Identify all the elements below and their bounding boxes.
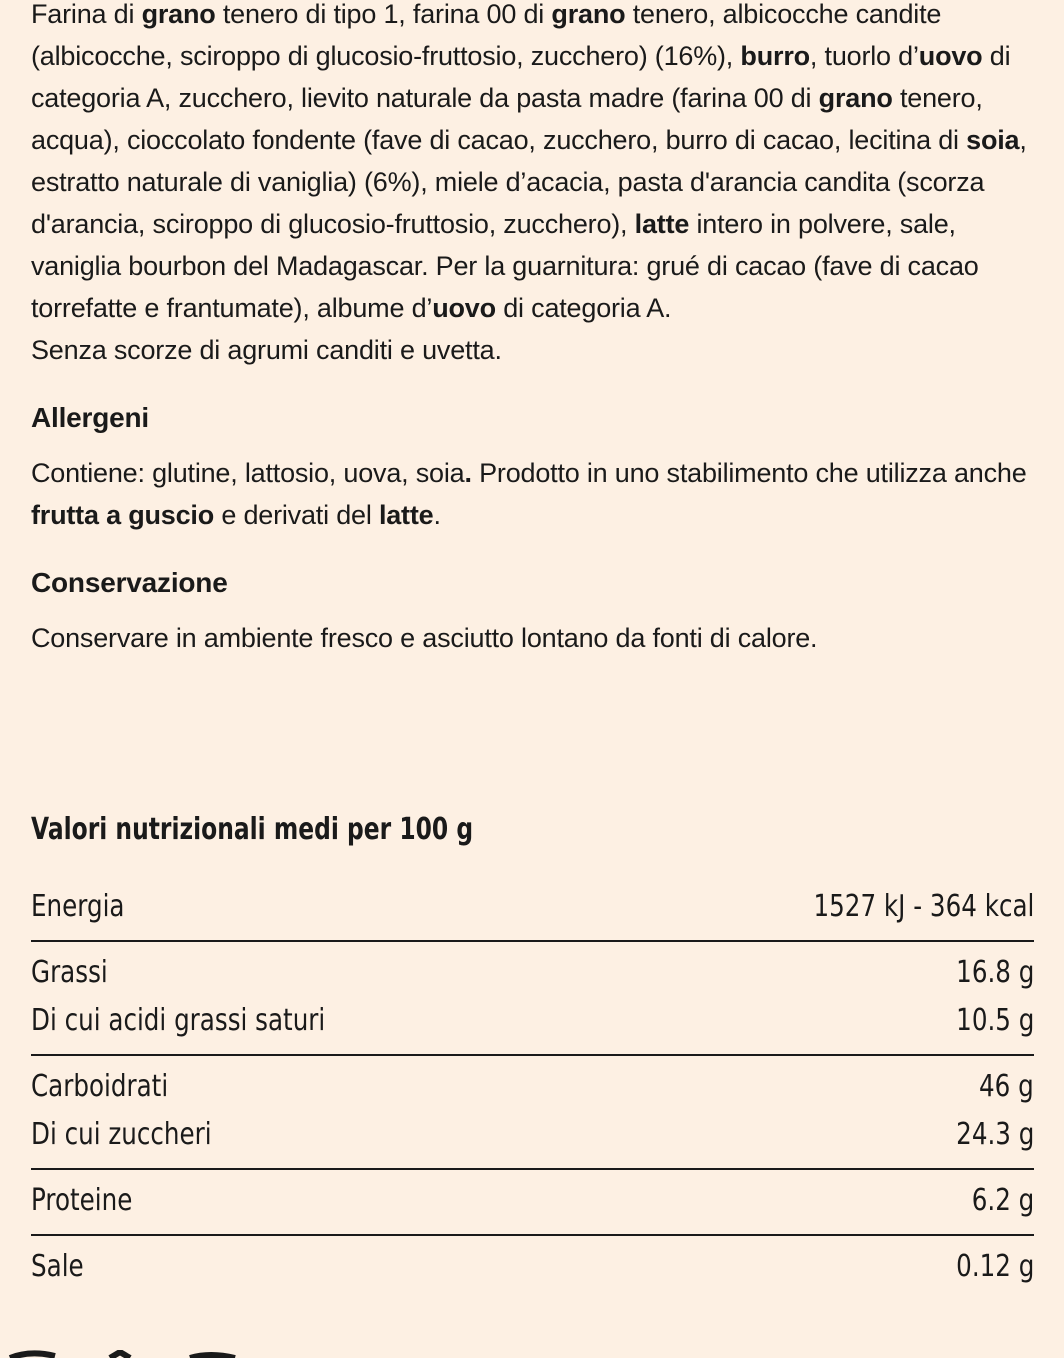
allergen-highlight: grano	[141, 0, 216, 29]
text-segment: Contiene: glutine, lattosio, uova, soia	[31, 458, 465, 488]
text-segment: tenero di tipo 1, farina 00 di	[215, 0, 552, 29]
storage-text: Conservare in ambiente fresco e asciutto lontano da fonti di calore.	[31, 623, 818, 653]
text-segment: di categoria A.	[495, 293, 672, 323]
nutrient-value: 24.3 g	[955, 1116, 1034, 1152]
nutrient-label: Proteine	[31, 1182, 133, 1218]
nutrition-group	[31, 882, 1034, 942]
allergen-highlight: grano	[818, 83, 893, 113]
nutrient-value: 0.12 g	[955, 1248, 1034, 1284]
text-segment: tenero, albicocche candite (albicocche, sciroppo di glucosio-fruttosio, zucchero) (16%),	[31, 0, 942, 71]
text-segment: Farina di	[31, 0, 142, 29]
allergens-text	[31, 452, 1034, 536]
logo-partial-icon	[0, 1350, 280, 1358]
nutrient-label: Di cui acidi grassi saturi	[31, 1002, 326, 1038]
nutrition-row	[31, 1242, 1034, 1290]
nutrition-group	[31, 942, 1034, 1056]
text-segment: intero in polvere, sale, vaniglia bourbon del Madagascar. Per la guarnitura: grué di cacao (fave di cacao torrefatte e frantumate), albume d’	[31, 209, 979, 323]
nutrient-label: Di cui zuccheri	[31, 1116, 212, 1152]
nutrient-label: Grassi	[31, 954, 108, 990]
allergen-highlight: uovo	[432, 293, 496, 323]
text-segment: .	[433, 500, 441, 530]
ingredients-text	[31, 0, 1034, 329]
nutrient-label: Carboidrati	[31, 1068, 169, 1104]
product-info	[31, 0, 1034, 1284]
nutrition-title: Valori nutrizionali medi per 100 g	[31, 812, 474, 847]
nutrition-row	[31, 948, 1034, 996]
allergen-highlight: frutta a guscio	[31, 500, 215, 530]
ingredients-note: Senza scorze di agrumi canditi e uvetta.	[31, 335, 502, 365]
nutrition-group	[31, 1170, 1034, 1236]
nutrient-value: 46 g	[979, 1068, 1034, 1104]
nutrition-row	[31, 1110, 1034, 1158]
nutrition-row	[31, 996, 1034, 1044]
allergen-highlight: .	[464, 458, 472, 488]
allergen-highlight: latte	[634, 209, 690, 239]
allergen-highlight: burro	[740, 41, 810, 71]
nutrient-label: Sale	[31, 1248, 84, 1284]
text-segment: , tuorlo d’	[809, 41, 919, 71]
nutrient-value: 1527 kJ - 364 kcal	[813, 888, 1034, 924]
text-segment: , estratto naturale di vaniglia) (6%), miele d’acacia, pasta d'arancia candita (scorza d'arancia, sciroppo di glucosio-fruttosio, zucchero),	[31, 125, 1027, 239]
allergen-highlight: uovo	[918, 41, 983, 71]
allergen-highlight: latte	[378, 500, 434, 530]
text-segment: tenero, acqua), cioccolato fondente (fave di cacao, zucchero, burro di cacao, lecitina di	[31, 83, 983, 155]
nutrient-value: 16.8 g	[955, 954, 1034, 990]
nutrition-row	[31, 1176, 1034, 1224]
nutrient-label: Energia	[31, 888, 125, 924]
nutrition-group	[31, 1236, 1034, 1300]
nutrient-value: 6.2 g	[971, 1182, 1034, 1218]
nutrition-group	[31, 1056, 1034, 1170]
text-segment: Prodotto in uno stabilimento che utilizza anche	[471, 458, 1027, 488]
text-segment: e derivati del	[214, 500, 379, 530]
allergens-heading: Allergeni	[31, 402, 150, 433]
text-segment: di categoria A, zucchero, lievito naturale da pasta madre (farina 00 di	[31, 41, 1011, 113]
nutrition-row	[31, 882, 1034, 930]
nutrient-value: 10.5 g	[955, 1002, 1034, 1038]
nutrition-table	[31, 882, 1034, 1300]
allergen-highlight: grano	[551, 0, 626, 29]
nutrition-row	[31, 1062, 1034, 1110]
allergen-highlight: soia	[966, 125, 1020, 155]
storage-heading: Conservazione	[31, 567, 228, 598]
